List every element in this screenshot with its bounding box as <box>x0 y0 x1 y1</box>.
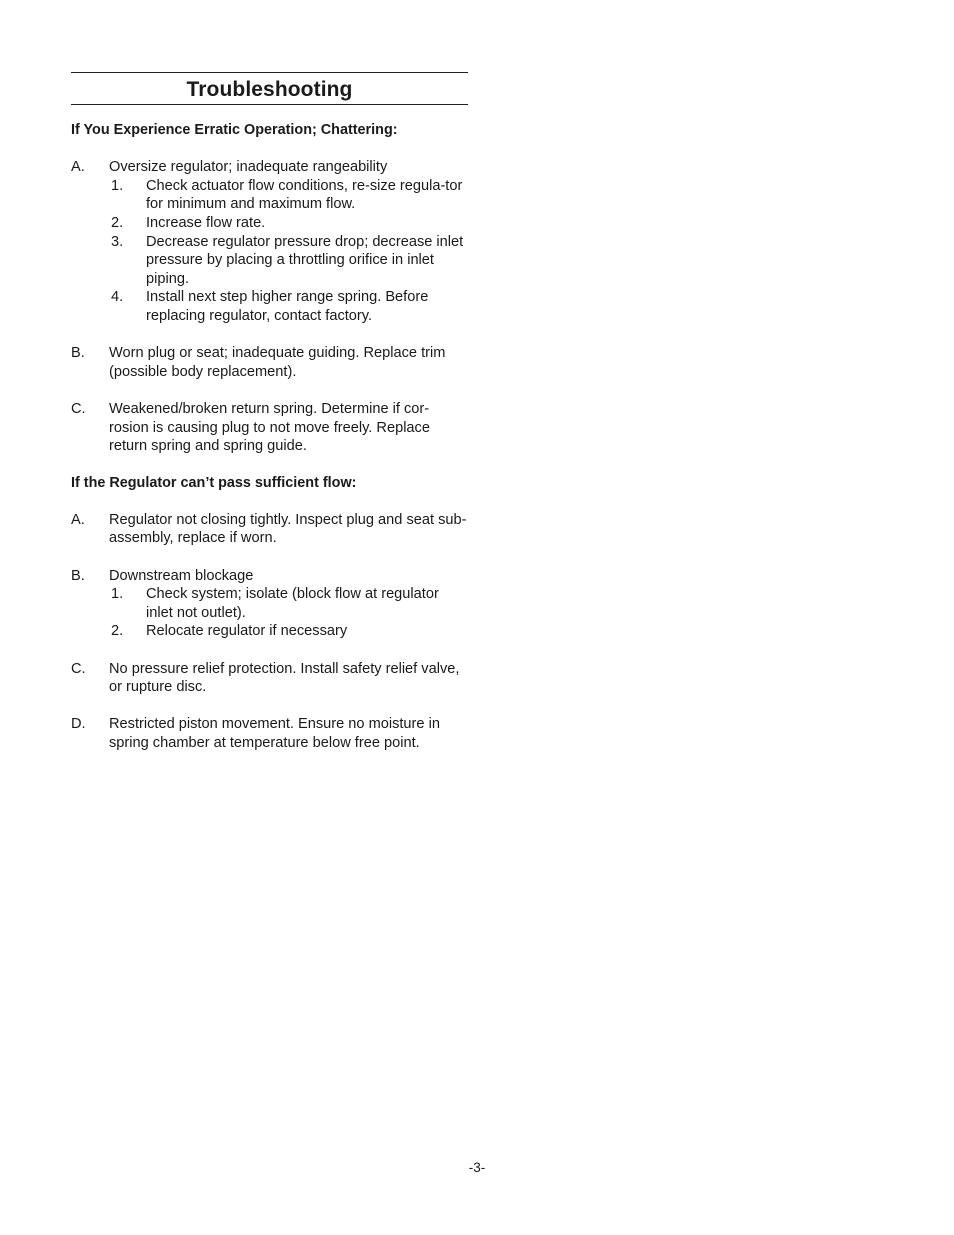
sub-item-text: Install next step higher range spring. Before replacing regulator, contact factory. <box>146 289 429 324</box>
list-item-2c <box>71 660 468 697</box>
sub-item-text: Decrease regulator pressure drop; decrease inlet pressure by placing a throttling orifice in inlet piping. <box>146 233 464 287</box>
sub-item-number: 2. <box>111 214 124 231</box>
sub-item-number: 4. <box>111 289 124 306</box>
item-text: Restricted piston movement. Ensure no moisture in spring chamber at temperature below free point. <box>109 716 440 751</box>
sub-item-text: Increase flow rate. <box>146 214 266 231</box>
list-item-1b <box>71 344 468 381</box>
page-number: -3- <box>468 1160 486 1175</box>
item-text: No pressure relief protection. Install safety relief valve, or rupture disc. <box>109 660 460 696</box>
item-letter: A. <box>71 511 85 528</box>
sub-item-text: Relocate regulator if necessary <box>146 623 348 640</box>
sub-item <box>109 288 468 325</box>
sub-item-number: 1. <box>111 586 124 603</box>
section-heading-erratic-operation: If You Experience Erratic Operation; Chattering: <box>71 122 398 138</box>
item-text: Downstream blockage <box>109 567 254 584</box>
item-letter: C. <box>71 400 86 417</box>
item-letter: D. <box>71 716 86 733</box>
list-item-1a <box>71 158 468 325</box>
sub-item <box>109 233 468 289</box>
list-item-2a <box>71 511 468 548</box>
item-body <box>109 567 468 641</box>
item-text: Oversize regulator; inadequate rangeability <box>109 159 388 176</box>
sub-item-number: 2. <box>111 623 124 640</box>
sub-item <box>109 177 468 214</box>
troubleshooting-column <box>71 72 468 753</box>
sub-item <box>109 214 468 233</box>
section-heading-insufficient-flow: If the Regulator can’t pass sufficient flow: <box>71 474 357 491</box>
item-letter: A. <box>71 159 85 176</box>
item-text: Weakened/broken return spring. Determine if cor-rosion is causing plug to not move freely. Replace return spring and spring guide. <box>109 400 430 455</box>
sub-item-text: Check actuator flow conditions, re-size regula-tor for minimum and maximum flow. <box>146 177 463 213</box>
sub-item <box>109 622 468 641</box>
title-rule-box <box>71 72 468 105</box>
page-title: Troubleshooting <box>186 78 353 102</box>
sub-item <box>109 585 468 622</box>
item-letter: C. <box>71 660 86 677</box>
item-letter: B. <box>71 567 85 584</box>
list-item-2d <box>71 715 468 752</box>
sub-item-text: Check system; isolate (block flow at regulator inlet not outlet). <box>146 586 439 621</box>
list-item-1c <box>71 400 468 456</box>
item-letter: B. <box>71 345 85 362</box>
item-text: Regulator not closing tightly. Inspect plug and seat sub-assembly, replace if worn. <box>109 511 467 547</box>
item-body <box>109 158 468 325</box>
list-item-2b <box>71 567 468 641</box>
item-text: Worn plug or seat; inadequate guiding. Replace trim (possible body replacement). <box>109 345 446 380</box>
sub-item-number: 1. <box>111 177 124 194</box>
sub-item-number: 3. <box>111 233 124 250</box>
